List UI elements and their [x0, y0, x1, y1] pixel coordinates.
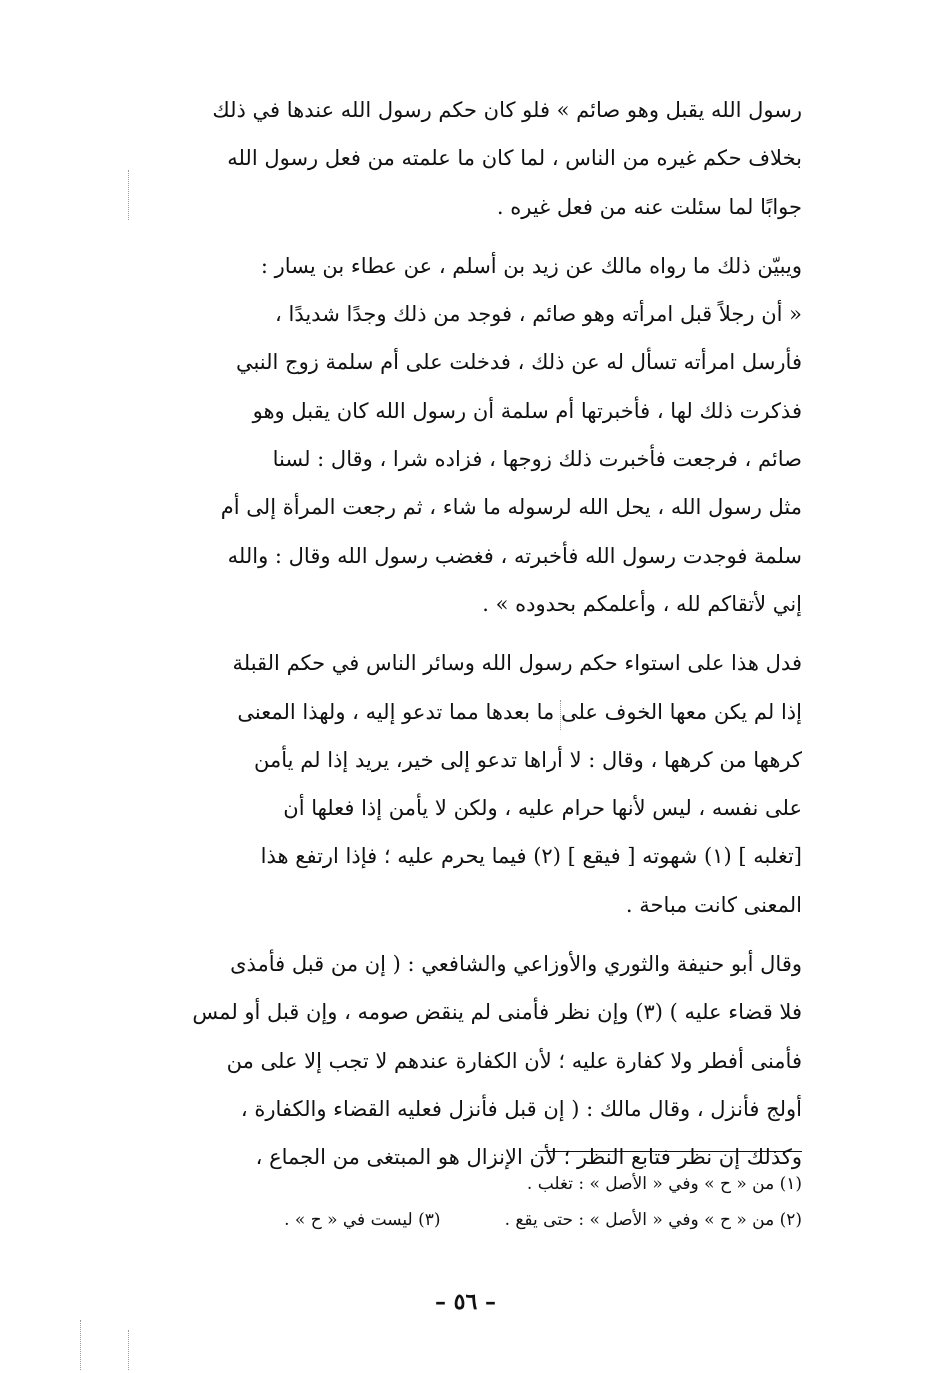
text-line: بخلاف حكم غيره من الناس ، لما كان ما علمته من فعل رسول الله	[227, 146, 802, 171]
text-line: كرهها من كرهها ، وقال : لا أراها تدعو إلى خير، يريد إذا لم يأمن	[254, 747, 802, 772]
footnote-2: (٢) من « ح » وفي « الأصل » : حتى يقع .	[504, 1210, 802, 1230]
page-number: – ٥٦ –	[435, 1289, 496, 1315]
paragraph	[112, 639, 802, 929]
scan-edge-mark	[80, 1320, 81, 1370]
text-line: رسول الله يقبل وهو صائم » فلو كان حكم رسول الله عندها في ذلك	[212, 98, 802, 122]
paragraph	[112, 242, 802, 628]
text-line: وكذلك إن نظر فتابع النظر ؛ لأن الإنزال هو المبتغى من الجماع ،	[255, 1145, 802, 1170]
footnotes	[112, 1166, 802, 1238]
text-line: على نفسه ، ليس لأنها حرام عليه ، ولكن لا يأمن إذا فعلها أن	[283, 796, 802, 821]
scan-edge-mark	[128, 1330, 129, 1370]
paragraph	[112, 86, 802, 231]
text-line: أولج فأنزل ، وقال مالك : ( إن قبل فأنزل فعليه القضاء والكفارة ،	[240, 1096, 802, 1121]
text-line: المعنى كانت مباحة .	[625, 892, 802, 917]
text-line: فذكرت ذلك لها ، فأخبرتها أم سلمة أن رسول الله كان يقبل وهو	[252, 398, 802, 423]
text-line: وقال أبو حنيفة والثوري والأوزاعي والشافعي : ( إن من قبل فأمذى	[230, 952, 802, 977]
paragraph	[112, 940, 802, 1181]
footnote-1: (١) من « ح » وفي « الأصل » : تغلب .	[526, 1174, 802, 1194]
footnote-line	[112, 1202, 802, 1238]
text-line: مثل رسول الله ، يحل الله لرسوله ما شاء ، ثم رجعت المرأة إلى أم	[220, 495, 802, 520]
text-line: إذا لم يكن معها الخوف على ما بعدها مما تدعو إليه ، ولهذا المعنى	[237, 699, 802, 724]
main-text	[112, 86, 802, 1193]
text-line: سلمة فوجدت رسول الله فأخبرته ، فغضب رسول الله وقال : والله	[227, 543, 802, 568]
footnote-line	[112, 1166, 802, 1202]
text-line: « أن رجلاً قبل امرأته وهو صائم ، فوجد من ذلك وجدًا شديدًا ،	[275, 302, 802, 327]
text-line: صائم ، فرجعت فأخبرت ذلك زوجها ، فزاده شرا ، وقال : لسنا	[272, 447, 802, 472]
footnote-3: (٣) ليست في « ح » .	[284, 1210, 441, 1230]
text-line: فأرسل امرأته تسأل له عن ذلك ، فدخلت على أم سلمة زوج النبي	[235, 350, 802, 375]
footnote-divider	[538, 1151, 802, 1152]
text-line: جوابًا لما سئلت عنه من فعل غيره .	[496, 194, 802, 219]
text-line: فدل هذا على استواء حكم رسول الله وسائر الناس في حكم القبلة	[232, 651, 802, 676]
text-line: إني لأتقاكم لله ، وأعلمكم بحدوده » .	[482, 591, 802, 616]
text-line: [تغلبه ] (١) شهوته [ فيقع ] (٢) فيما يحرم عليه ؛ فإذا ارتفع هذا	[260, 844, 802, 869]
text-line: ويبيّن ذلك ما رواه مالك عن زيد بن أسلم ، عن عطاء بن يسار :	[260, 253, 802, 278]
text-line: فلا قضاء عليه ) (٣) وإن نظر فأمنى لم ينقض صومه ، وإن قبل أو لمس	[192, 1000, 802, 1025]
text-line: فأمنى أفطر ولا كفارة عليه ؛ لأن الكفارة عندهم لا تجب إلا على من	[226, 1048, 802, 1073]
